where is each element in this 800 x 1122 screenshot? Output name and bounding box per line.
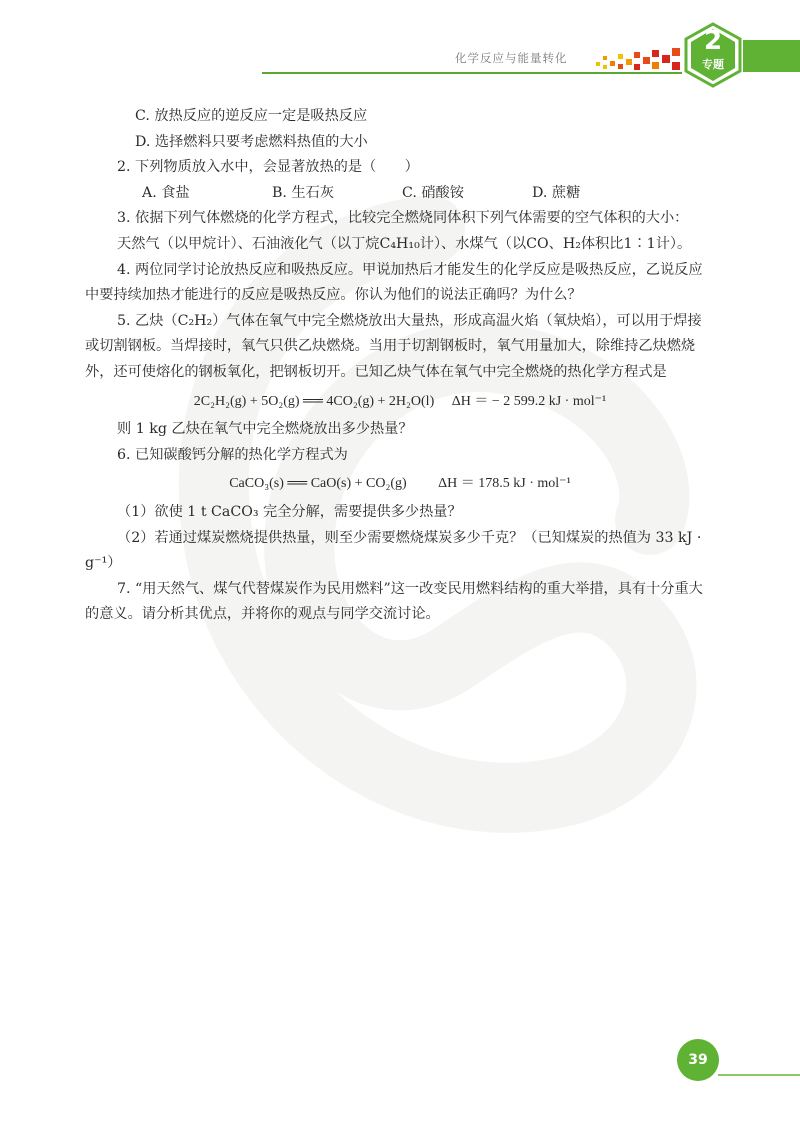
question-6-part-2: （2）若通过煤炭燃烧提供热量，则至少需要燃烧煤炭多少千克？（已知煤炭的热值为 33 kJ · g⁻¹） — [85, 529, 702, 572]
question-2-options — [85, 181, 715, 207]
question-5: 5. 乙炔（C₂H₂）气体在氧气中完全燃烧放出大量热，形成高温火焰（氧炔焰），可以用于焊接或切割钢板。当焊接时，氧气只供乙炔燃烧。当用于切割钢板时，氧气用量加大，除维持乙炔燃烧外，还可使熔化的钢板氧化，把钢板切开。已知乙炔气体在氧气中完全燃烧的热化学方程式是 — [85, 312, 702, 380]
question-4: 4. 两位同学讨论放热反应和吸热反应。甲说加热后才能发生的化学反应是吸热反应，乙说反应中要持续加热才能进行的反应是吸热反应。你认为他们的说法正确吗？为什么？ — [85, 261, 703, 304]
decorative-pixels — [594, 44, 682, 74]
q2-option-b: B. 生石灰 — [272, 184, 335, 201]
option-d: D. 选择燃料只要考虑燃料热值的大小 — [135, 133, 368, 150]
question-3-gases: 天然气（以甲烷计）、石油液化气（以丁烷C₄H₁₀计）、水煤气（以CO、H₂体积比1∶1计）。 — [117, 235, 692, 252]
question-3: 3. 依据下列气体燃烧的化学方程式，比较完全燃烧同体积下列气体需要的空气体积的大小： — [117, 210, 689, 227]
equation-caco3: CaCO₃(s) ══ CaO(s) + CO₂(g) ΔH ＝ 178.5 kJ · mol⁻¹ — [229, 476, 571, 492]
question-5-ask: 则 1 kg 乙炔在氧气中完全燃烧放出多少热量？ — [117, 421, 413, 438]
chapter-title: 化学反应与能量转化 — [455, 51, 568, 65]
footer-rule — [718, 1074, 800, 1076]
corner-band — [743, 40, 800, 72]
question-6-part-1: （1）欲使 1 t CaCO₃ 完全分解，需要提供多少热量？ — [117, 503, 462, 520]
q2-option-c: C. 硝酸铵 — [402, 184, 464, 201]
equation-acetylene: 2C₂H₂(g) + 5O₂(g) ══ 4CO₂(g) + 2H₂O(l) ΔH ＝ − 2 599.2 kJ · mol⁻¹ — [193, 393, 607, 409]
q2-option-a: A. 食盐 — [142, 184, 190, 201]
q2-option-d: D. 蔗糖 — [532, 184, 581, 201]
exercise-content — [85, 104, 715, 628]
question-2: 2. 下列物质放入水中，会显著放热的是（ ） — [117, 159, 419, 176]
question-6: 6. 已知碳酸钙分解的热化学方程式为 — [117, 446, 348, 463]
question-7: 7. “用天然气、煤气代替煤炭作为民用燃料”这一改变民用燃料结构的重大举措，具有十分重大的意义。请分析其优点，并将你的观点与同学交流讨论。 — [85, 580, 703, 623]
chapter-number: 2 — [703, 26, 723, 56]
option-c: C. 放热反应的逆反应一定是吸热反应 — [135, 108, 368, 124]
chapter-label: 专题 — [702, 58, 724, 71]
page-number: 39 — [677, 1039, 719, 1081]
